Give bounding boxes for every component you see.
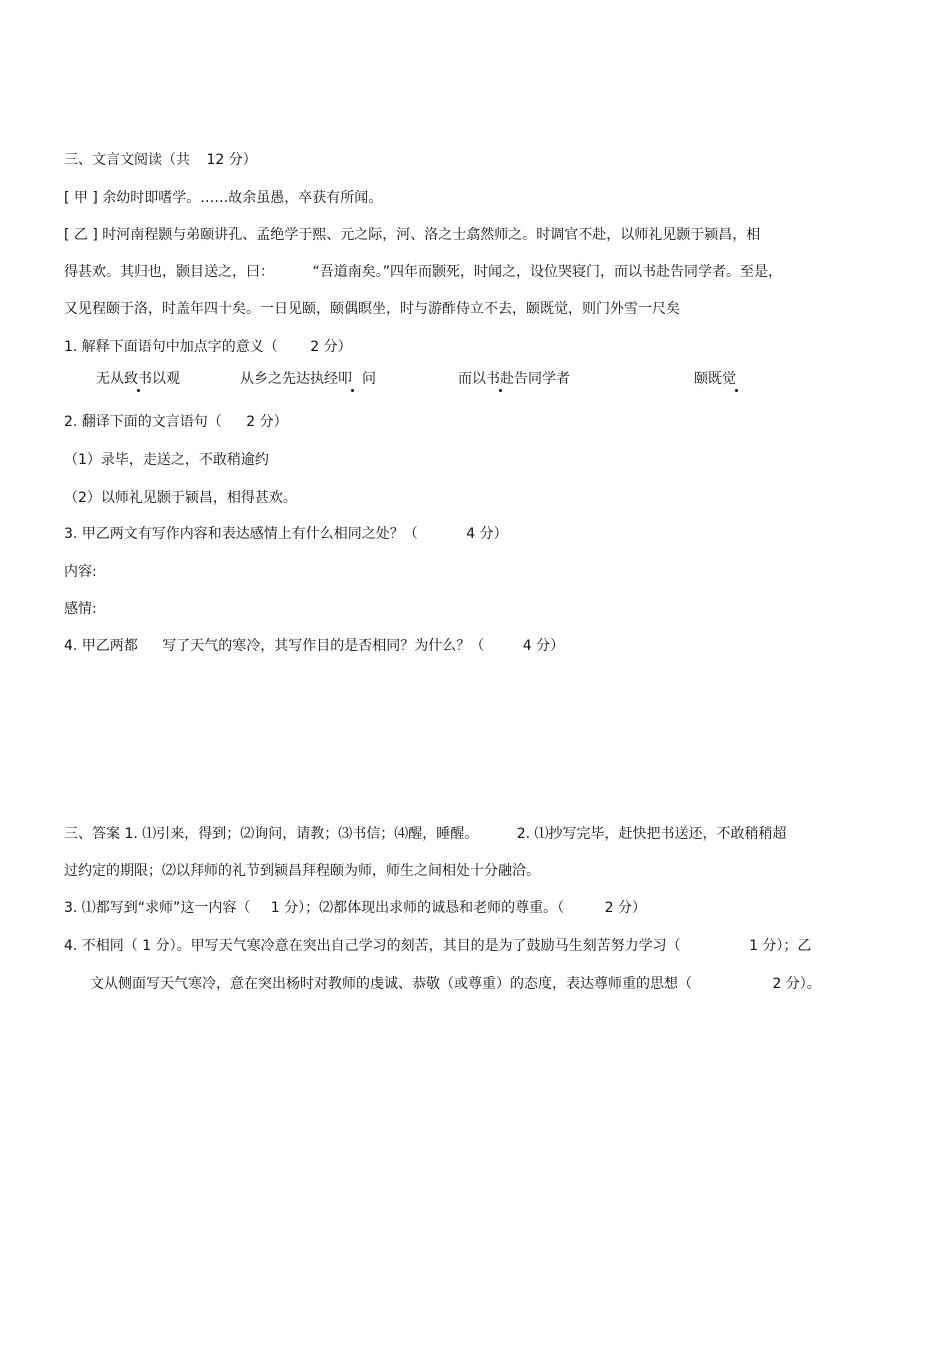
q2-sentence-1: （1）录毕，走送之，不敢稍逾约 [64, 452, 269, 468]
q1-item-3: 而以书赴告同学者 [458, 371, 570, 387]
passage-b-line-1: [ 乙 ] 时河南程颢与弟颐讲孔、孟绝学于熙、元之际，河、洛之士翕然师之。时调官不赴，以师礼见颢于颍昌，相 [64, 227, 761, 243]
passage-b-line-3: 又见程颐于洛，时盖年四十矣。一日见颐，颐偶瞑坐，时与游酢侍立不去，颐既觉，则门外雪一尺矣 [64, 301, 680, 317]
answer-line-1: 三、答案 1. ⑴引来，得到；⑵询问，请教；⑶书信；⑷醒，睡醒。 2. ⑴抄写完毕，赶快把书送还，不敢稍稍超 [64, 826, 787, 842]
question-2-label: 2. 翻译下面的文言语句（ 2 分） [64, 414, 288, 430]
q3-feeling-label: 感情: [64, 601, 97, 617]
question-4-label: 4. 甲乙两都 写了天气的寒冷，其写作目的是否相同？为什么？（ 4 分） [64, 638, 565, 654]
q2-sentence-2: （2）以师礼见颢于颍昌，相得甚欢。 [64, 490, 297, 506]
question-1-label: 1. 解释下面语句中加点字的意义（ 2 分） [64, 339, 352, 355]
answer-3: 3. ⑴都写到“求师”这一内容（ 1 分）；⑵都体现出求师的诚恳和老师的尊重。（ 2 分） [64, 900, 646, 916]
q1-item-1: 无从致书以观 [96, 371, 180, 387]
passage-b-line-2: 得甚欢。其归也，颢目送之，曰： “吾道南矣。”四年而颢死，时闻之，设位哭寝门，而以书赴告同学者。至是， [64, 264, 782, 280]
q3-content-label: 内容: [64, 564, 97, 580]
question-3-label: 3. 甲乙两文有写作内容和表达感情上有什么相同之处？（ 4 分） [64, 526, 508, 542]
q1-item-2: 从乡之先达执经叩 问 [240, 371, 376, 387]
answer-4-line-1: 4. 不相同（ 1 分）。甲写天气寒冷意在突出自己学习的刻苦，其目的是为了鼓励马生刻苦努力学习（ 1 分）；乙 [64, 938, 812, 954]
passage-a: [ 甲 ] 余幼时即嗜学。……故余虽愚，卒获有所闻。 [64, 190, 383, 206]
answer-4-line-2: 文从侧面写天气寒冷，意在突出杨时对教师的虔诚、恭敬（或尊重）的态度，表达尊师重的思想（ 2 分）。 [90, 976, 821, 992]
q1-item-4: 颐既觉 [694, 371, 736, 387]
section-heading: 三、文言文阅读（共 12 分） [64, 152, 257, 168]
answer-line-2: 过约定的期限；⑵以拜师的礼节到颍昌拜程颐为师，师生之间相处十分融洽。 [64, 863, 540, 879]
